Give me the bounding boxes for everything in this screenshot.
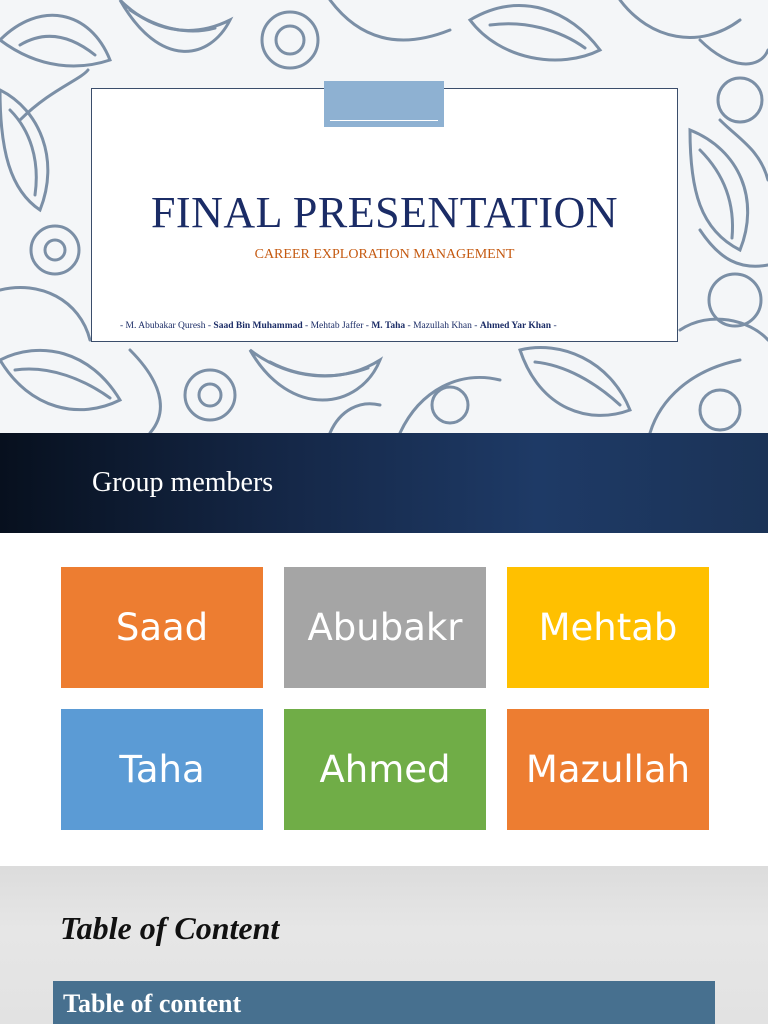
title-slide bbox=[0, 0, 768, 433]
author-name: M. Abubakar Quresh bbox=[125, 321, 206, 331]
presentation-subtitle: CAREER EXPLORATION MANAGEMENT bbox=[254, 247, 515, 262]
title-card bbox=[91, 88, 678, 342]
toc-bar bbox=[53, 981, 715, 1024]
member-tile-ahmed bbox=[284, 709, 486, 830]
table-of-content-slide bbox=[0, 866, 768, 1024]
member-tile-mehtab bbox=[507, 567, 709, 688]
author-name: Mehtab Jaffer bbox=[310, 321, 364, 331]
author-name: M. Taha bbox=[371, 321, 406, 331]
member-name: Ahmed bbox=[319, 748, 451, 791]
author-name: Mazullah Khan bbox=[413, 321, 472, 331]
member-name: Mazullah bbox=[525, 748, 691, 791]
member-tile-taha bbox=[61, 709, 263, 830]
member-tile-saad bbox=[61, 567, 263, 688]
member-name: Saad bbox=[115, 606, 209, 649]
toc-heading: Table of Content bbox=[60, 910, 280, 946]
member-name: Taha bbox=[119, 748, 205, 791]
author-name: Saad Bin Muhammad bbox=[213, 321, 303, 331]
author-name: Ahmed Yar Khan bbox=[479, 321, 552, 331]
presentation-title: FINAL PRESENTATION bbox=[150, 188, 619, 237]
title-card-tab bbox=[324, 81, 444, 127]
toc-bar-label: Table of content bbox=[63, 989, 242, 1018]
member-name: Abubakr bbox=[307, 606, 463, 649]
group-members-banner bbox=[0, 433, 768, 533]
member-name: Mehtab bbox=[538, 606, 678, 649]
author-list: - M. Abubakar Quresh - Saad Bin Muhammad - Mehtab Jaffer - M. Taha - Mazullah Khan - Ahmed Yar Khan - bbox=[120, 321, 557, 331]
member-tile-mazullah bbox=[507, 709, 709, 830]
member-tile-abubakr bbox=[284, 567, 486, 688]
group-members-heading: Group members bbox=[92, 467, 274, 498]
group-members-slide bbox=[0, 433, 768, 866]
